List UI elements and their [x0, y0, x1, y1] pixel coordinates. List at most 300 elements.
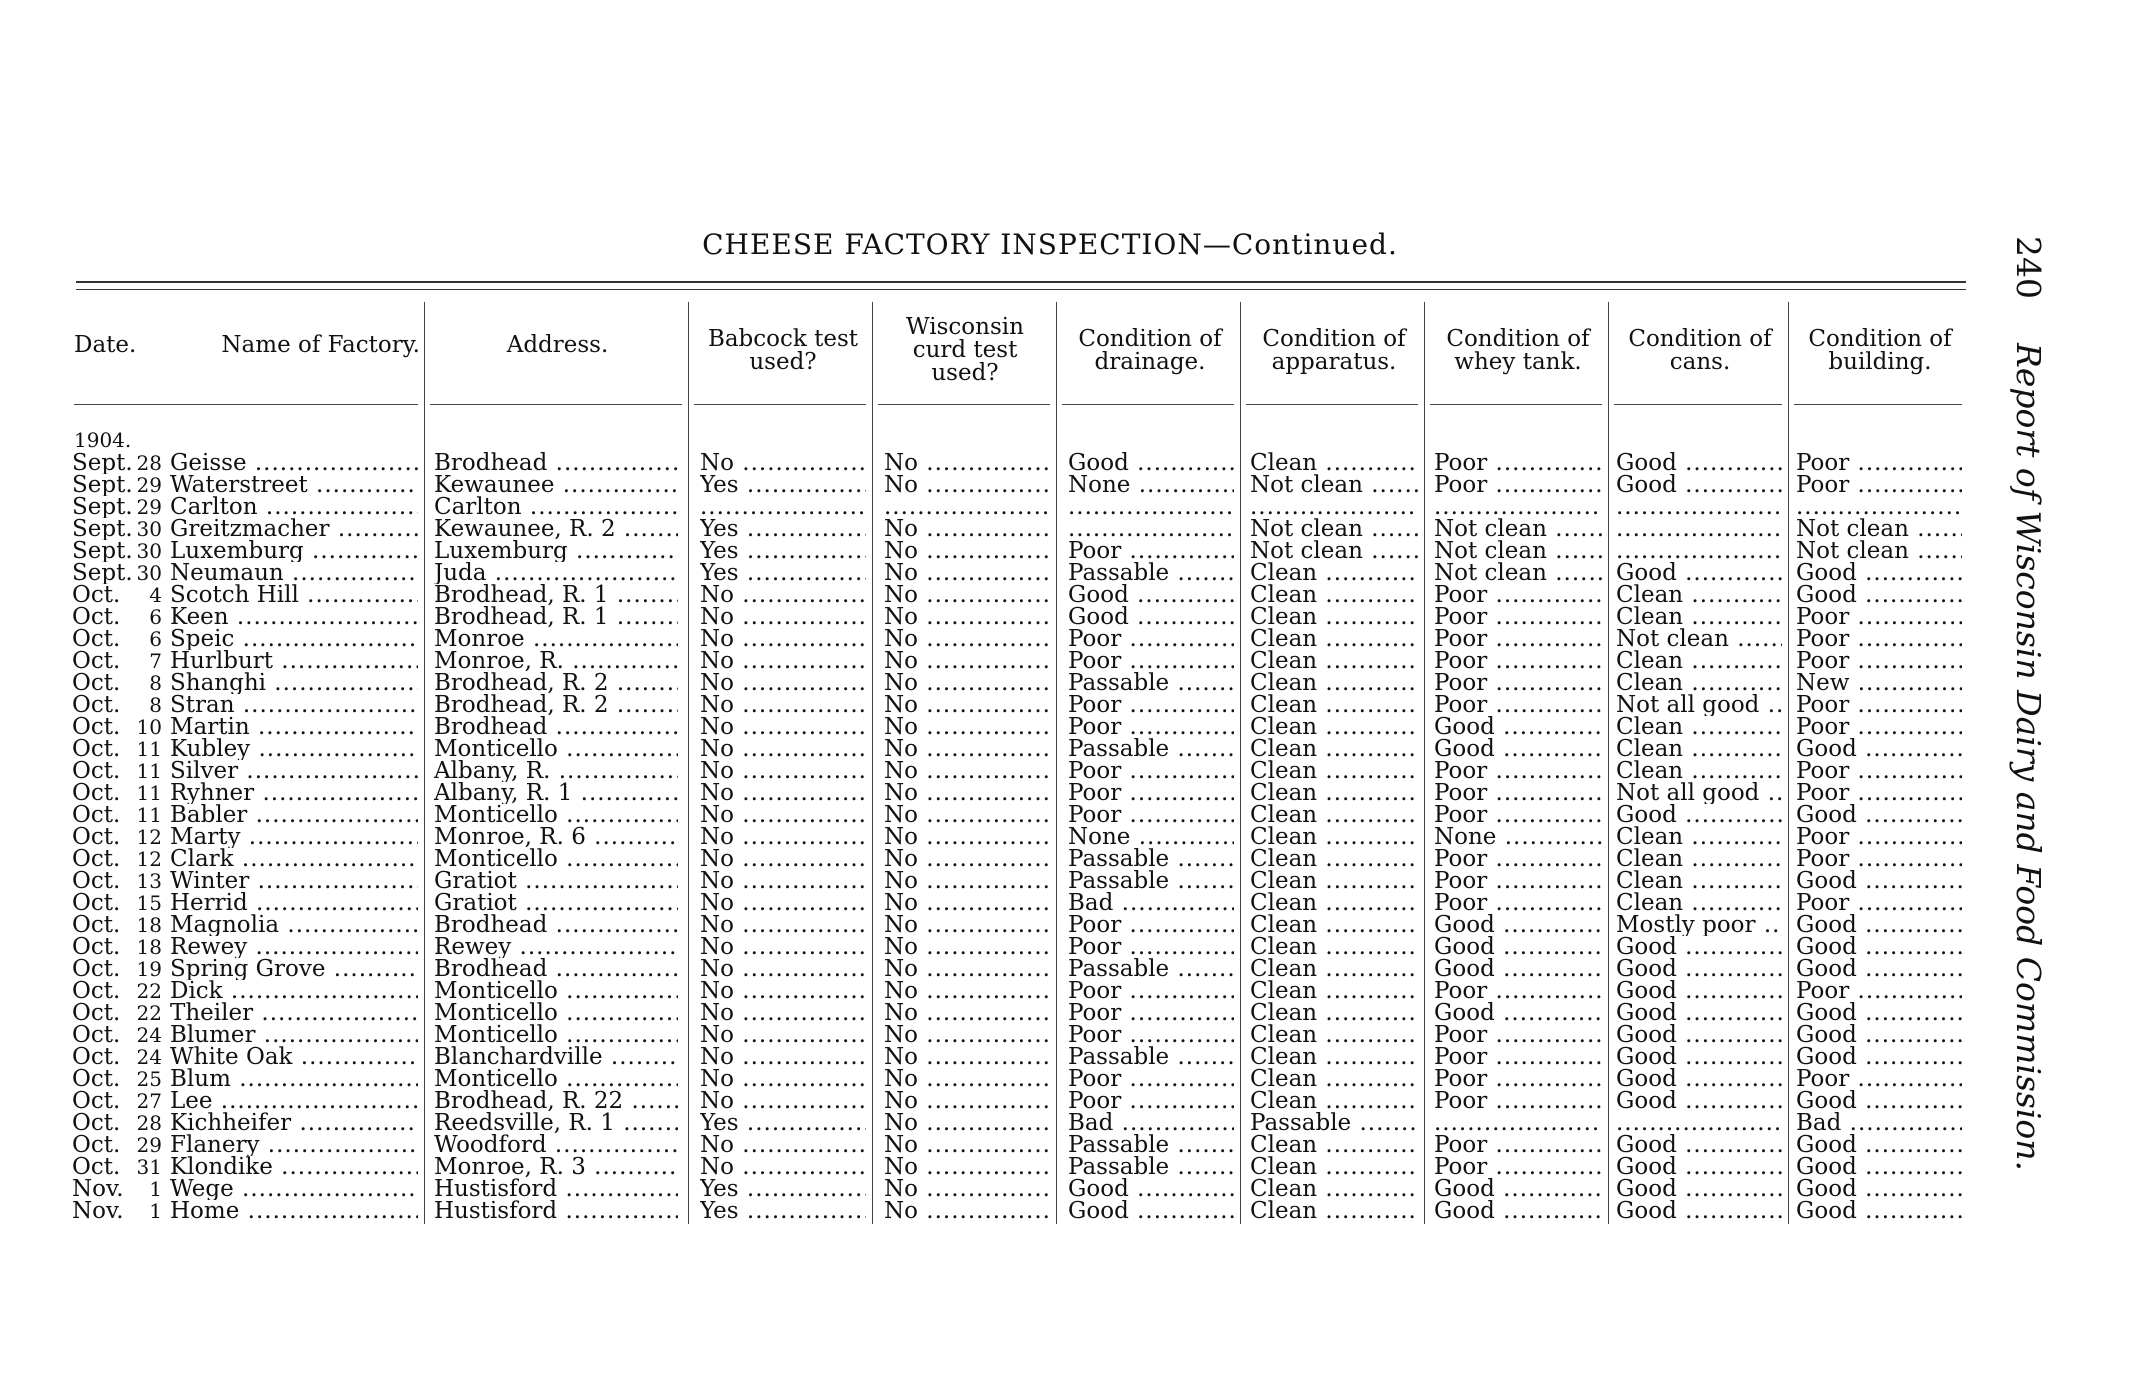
- whey-cell: [1434, 936, 1602, 958]
- whey-cell: [1434, 518, 1602, 540]
- table-row: [0, 936, 2000, 958]
- cans-value: Good: [1616, 936, 1677, 958]
- curd-cell: [884, 760, 1050, 782]
- apparatus-cell: [1250, 1112, 1418, 1134]
- drainage-cell: [1068, 650, 1234, 672]
- apparatus-value: Clean: [1250, 606, 1318, 628]
- header-rule: [430, 404, 682, 405]
- address-value: Juda: [434, 562, 487, 584]
- cans-cell: [1616, 958, 1782, 980]
- address-cell: [434, 1024, 678, 1046]
- drainage-value: Passable: [1068, 562, 1170, 584]
- building-cell: [1796, 628, 1962, 650]
- top-rule: [76, 281, 1966, 283]
- babcock-cell: [700, 1090, 866, 1112]
- address-value: Brodhead, R. 2: [434, 672, 609, 694]
- date-month: Oct.: [72, 848, 121, 870]
- apparatus-cell: [1250, 892, 1418, 914]
- drainage-cell: [1068, 496, 1234, 518]
- cans-cell: [1616, 848, 1782, 870]
- factory-name: Shanghi: [170, 672, 266, 694]
- curd-value: No: [884, 672, 918, 694]
- apparatus-value: Clean: [1250, 1002, 1318, 1024]
- building-value: Not clean: [1796, 518, 1909, 540]
- whey-value: Good: [1434, 1178, 1495, 1200]
- table-row: [0, 760, 2000, 782]
- date-day: 19: [136, 958, 162, 980]
- curd-cell: [884, 1134, 1050, 1156]
- building-value: Good: [1796, 804, 1857, 826]
- date-day: 29: [136, 474, 162, 496]
- address-value: Brodhead, R. 1: [434, 606, 609, 628]
- table-row: [0, 1002, 2000, 1024]
- cans-value: Good: [1616, 1178, 1677, 1200]
- babcock-value: No: [700, 672, 734, 694]
- factory-cell: [72, 474, 418, 496]
- whey-value: Poor: [1434, 760, 1488, 782]
- drainage-value: Poor: [1068, 1068, 1122, 1090]
- whey-cell: [1434, 1068, 1602, 1090]
- factory-cell: [72, 1134, 418, 1156]
- apparatus-value: Clean: [1250, 914, 1318, 936]
- apparatus-cell: [1250, 914, 1418, 936]
- table-row: [0, 738, 2000, 760]
- whey-cell: [1434, 914, 1602, 936]
- table-row: [0, 562, 2000, 584]
- address-value: Brodhead: [434, 958, 548, 980]
- factory-cell: [72, 518, 418, 540]
- whey-cell: [1434, 870, 1602, 892]
- cans-value: Clean: [1616, 672, 1684, 694]
- babcock-value: Yes: [700, 474, 739, 496]
- whey-value: Good: [1434, 936, 1495, 958]
- drainage-cell: [1068, 980, 1234, 1002]
- drainage-value: Passable: [1068, 870, 1170, 892]
- apparatus-value: Clean: [1250, 958, 1318, 980]
- curd-value: No: [884, 716, 918, 738]
- curd-value: No: [884, 804, 918, 826]
- whey-value: Good: [1434, 1002, 1495, 1024]
- factory-cell: [72, 914, 418, 936]
- date-month: Oct.: [72, 584, 121, 606]
- drainage-cell: [1068, 584, 1234, 606]
- building-cell: [1796, 672, 1962, 694]
- drainage-value: Poor: [1068, 760, 1122, 782]
- apparatus-cell: [1250, 980, 1418, 1002]
- whey-cell: [1434, 782, 1602, 804]
- apparatus-cell: [1250, 1002, 1418, 1024]
- address-cell: [434, 584, 678, 606]
- date-day: 11: [136, 760, 162, 782]
- babcock-value: No: [700, 452, 734, 474]
- address-value: Monticello: [434, 980, 558, 1002]
- whey-value: Poor: [1434, 804, 1488, 826]
- apparatus-value: Clean: [1250, 870, 1318, 892]
- apparatus-cell: [1250, 672, 1418, 694]
- babcock-value: No: [700, 980, 734, 1002]
- drainage-cell: [1068, 452, 1234, 474]
- drainage-value: Passable: [1068, 1134, 1170, 1156]
- drainage-value: Poor: [1068, 650, 1122, 672]
- cans-cell: [1616, 496, 1782, 518]
- cans-cell: [1616, 1156, 1782, 1178]
- building-value: Good: [1796, 1178, 1857, 1200]
- babcock-cell: [700, 650, 866, 672]
- cans-value: Good: [1616, 1002, 1677, 1024]
- whey-cell: [1434, 1178, 1602, 1200]
- table-row: [0, 1178, 2000, 1200]
- whey-cell: [1434, 606, 1602, 628]
- date-day: 18: [136, 914, 162, 936]
- date-day: 11: [136, 738, 162, 760]
- address-value: Monticello: [434, 738, 558, 760]
- address-cell: [434, 694, 678, 716]
- building-value: Poor: [1796, 848, 1850, 870]
- factory-name: Winter: [170, 870, 250, 892]
- building-value: Good: [1796, 936, 1857, 958]
- apparatus-value: Clean: [1250, 804, 1318, 826]
- curd-value: No: [884, 892, 918, 914]
- date-month: Oct.: [72, 804, 121, 826]
- address-cell: [434, 826, 678, 848]
- factory-name: Marty: [170, 826, 241, 848]
- building-cell: [1796, 782, 1962, 804]
- curd-value: No: [884, 650, 918, 672]
- address-value: Brodhead: [434, 716, 548, 738]
- drainage-value: Poor: [1068, 980, 1122, 1002]
- cans-cell: [1616, 1046, 1782, 1068]
- cans-value: Clean: [1616, 716, 1684, 738]
- drainage-value: Poor: [1068, 1024, 1122, 1046]
- whey-value: Good: [1434, 1200, 1495, 1222]
- building-value: Poor: [1796, 628, 1850, 650]
- date-month: Oct.: [72, 1024, 121, 1046]
- address-value: Gratiot: [434, 892, 517, 914]
- whey-value: Poor: [1434, 1046, 1488, 1068]
- date-month: Oct.: [72, 1068, 121, 1090]
- curd-value: No: [884, 826, 918, 848]
- curd-value: No: [884, 936, 918, 958]
- drainage-cell: [1068, 628, 1234, 650]
- whey-value: Poor: [1434, 650, 1488, 672]
- cans-cell: [1616, 1024, 1782, 1046]
- factory-name: Blum: [170, 1068, 231, 1090]
- factory-name: Dick: [170, 980, 223, 1002]
- factory-name: Martin: [170, 716, 250, 738]
- apparatus-cell: [1250, 1200, 1418, 1222]
- cans-cell: [1616, 804, 1782, 826]
- apparatus-cell: [1250, 694, 1418, 716]
- address-value: Hustisford: [434, 1178, 558, 1200]
- apparatus-cell: [1250, 870, 1418, 892]
- apparatus-cell: [1250, 628, 1418, 650]
- date-day: 10: [136, 716, 162, 738]
- drainage-cell: [1068, 804, 1234, 826]
- apparatus-value: Clean: [1250, 892, 1318, 914]
- babcock-value: No: [700, 848, 734, 870]
- drainage-value: Passable: [1068, 848, 1170, 870]
- building-cell: [1796, 738, 1962, 760]
- babcock-value: No: [700, 870, 734, 892]
- apparatus-value: Clean: [1250, 562, 1318, 584]
- curd-value: No: [884, 1200, 918, 1222]
- cans-cell: [1616, 672, 1782, 694]
- drainage-cell: [1068, 518, 1234, 540]
- address-value: Monticello: [434, 1002, 558, 1024]
- whey-value: Poor: [1434, 1090, 1488, 1112]
- table-row: [0, 496, 2000, 518]
- apparatus-cell: [1250, 782, 1418, 804]
- drainage-cell: [1068, 562, 1234, 584]
- table-row: [0, 1068, 2000, 1090]
- curd-value: No: [884, 980, 918, 1002]
- cans-value: Good: [1616, 1134, 1677, 1156]
- apparatus-cell: [1250, 1156, 1418, 1178]
- building-cell: [1796, 518, 1962, 540]
- date-month: Sept.: [72, 452, 133, 474]
- curd-value: No: [884, 760, 918, 782]
- whey-value: Poor: [1434, 628, 1488, 650]
- cans-value: Clean: [1616, 848, 1684, 870]
- drainage-cell: [1068, 848, 1234, 870]
- babcock-value: No: [700, 826, 734, 848]
- apparatus-cell: [1250, 738, 1418, 760]
- cans-value: Good: [1616, 474, 1677, 496]
- address-cell: [434, 1090, 678, 1112]
- address-cell: [434, 980, 678, 1002]
- curd-value: No: [884, 518, 918, 540]
- curd-cell: [884, 694, 1050, 716]
- date-month: Oct.: [72, 980, 121, 1002]
- curd-cell: [884, 540, 1050, 562]
- drainage-cell: [1068, 1046, 1234, 1068]
- babcock-cell: [700, 518, 866, 540]
- babcock-cell: [700, 562, 866, 584]
- curd-cell: [884, 804, 1050, 826]
- cans-value: Good: [1616, 1046, 1677, 1068]
- address-value: Monticello: [434, 804, 558, 826]
- curd-value: No: [884, 694, 918, 716]
- curd-cell: [884, 518, 1050, 540]
- whey-value: Not clean: [1434, 540, 1547, 562]
- drainage-value: Passable: [1068, 1156, 1170, 1178]
- curd-cell: [884, 474, 1050, 496]
- apparatus-value: Clean: [1250, 738, 1318, 760]
- whey-value: Poor: [1434, 848, 1488, 870]
- curd-cell: [884, 606, 1050, 628]
- apparatus-value: Clean: [1250, 782, 1318, 804]
- curd-value: No: [884, 1156, 918, 1178]
- building-value: Good: [1796, 1002, 1857, 1024]
- whey-cell: [1434, 1112, 1602, 1134]
- date-month: Oct.: [72, 716, 121, 738]
- curd-cell: [884, 892, 1050, 914]
- date-month: Oct.: [72, 958, 121, 980]
- babcock-value: No: [700, 1046, 734, 1068]
- address-cell: [434, 738, 678, 760]
- building-cell: [1796, 914, 1962, 936]
- factory-name: Keen: [170, 606, 229, 628]
- whey-value: Poor: [1434, 606, 1488, 628]
- drainage-cell: [1068, 716, 1234, 738]
- apparatus-cell: [1250, 540, 1418, 562]
- date-day: 29: [136, 496, 162, 518]
- date-month: Sept.: [72, 474, 133, 496]
- whey-value: Poor: [1434, 584, 1488, 606]
- building-value: Good: [1796, 958, 1857, 980]
- babcock-cell: [700, 914, 866, 936]
- address-cell: [434, 496, 678, 518]
- date-month: Oct.: [72, 1134, 121, 1156]
- factory-name: Kubley: [170, 738, 251, 760]
- whey-value: Good: [1434, 716, 1495, 738]
- address-cell: [434, 848, 678, 870]
- apparatus-cell: [1250, 650, 1418, 672]
- whey-cell: [1434, 650, 1602, 672]
- drainage-cell: [1068, 606, 1234, 628]
- babcock-value: No: [700, 804, 734, 826]
- cans-value: Good: [1616, 1090, 1677, 1112]
- table-row: [0, 804, 2000, 826]
- building-value: Poor: [1796, 760, 1850, 782]
- curd-value: No: [884, 1068, 918, 1090]
- factory-name: Clark: [170, 848, 234, 870]
- address-cell: [434, 716, 678, 738]
- apparatus-value: Clean: [1250, 452, 1318, 474]
- whey-value: Poor: [1434, 694, 1488, 716]
- babcock-cell: [700, 1112, 866, 1134]
- date-month: Oct.: [72, 628, 121, 650]
- apparatus-value: Clean: [1250, 584, 1318, 606]
- whey-cell: [1434, 584, 1602, 606]
- drainage-value: Poor: [1068, 1002, 1122, 1024]
- babcock-value: No: [700, 958, 734, 980]
- drainage-value: Poor: [1068, 914, 1122, 936]
- table-row: [0, 452, 2000, 474]
- header-cans: Condition of cans.: [1628, 326, 1772, 375]
- apparatus-value: Not clean: [1250, 474, 1363, 496]
- drainage-value: Poor: [1068, 540, 1122, 562]
- building-value: Good: [1796, 1156, 1857, 1178]
- table-row: [0, 672, 2000, 694]
- table-row: [0, 694, 2000, 716]
- table-row: [0, 870, 2000, 892]
- apparatus-value: Passable: [1250, 1112, 1352, 1134]
- date-day: 12: [136, 826, 162, 848]
- address-cell: [434, 1112, 678, 1134]
- factory-cell: [72, 980, 418, 1002]
- babcock-value: Yes: [700, 562, 739, 584]
- factory-cell: [72, 1068, 418, 1090]
- address-value: Brodhead: [434, 452, 548, 474]
- curd-value: No: [884, 870, 918, 892]
- babcock-cell: [700, 1046, 866, 1068]
- cans-cell: [1616, 782, 1782, 804]
- address-value: Rewey: [434, 936, 512, 958]
- building-cell: [1796, 584, 1962, 606]
- date-month: Oct.: [72, 782, 121, 804]
- curd-cell: [884, 1002, 1050, 1024]
- date-month: Sept.: [72, 496, 133, 518]
- drainage-cell: [1068, 760, 1234, 782]
- curd-value: No: [884, 1112, 918, 1134]
- address-cell: [434, 628, 678, 650]
- running-head: [1998, 236, 2048, 1171]
- babcock-cell: [700, 848, 866, 870]
- drainage-cell: [1068, 914, 1234, 936]
- factory-name: Speic: [170, 628, 235, 650]
- curd-value: No: [884, 562, 918, 584]
- cans-value: Good: [1616, 1156, 1677, 1178]
- building-value: Poor: [1796, 980, 1850, 1002]
- address-value: Albany, R. 1: [434, 782, 573, 804]
- date-day: 31: [136, 1156, 162, 1178]
- building-value: Poor: [1796, 694, 1850, 716]
- header-factory: Name of Factory.: [221, 332, 420, 358]
- babcock-cell: [700, 1156, 866, 1178]
- curd-value: No: [884, 1046, 918, 1068]
- drainage-cell: [1068, 540, 1234, 562]
- babcock-value: Yes: [700, 1200, 739, 1222]
- drainage-value: Passable: [1068, 672, 1170, 694]
- babcock-cell: [700, 452, 866, 474]
- babcock-cell: [700, 474, 866, 496]
- factory-cell: [72, 1156, 418, 1178]
- address-value: Monroe: [434, 628, 525, 650]
- building-value: Poor: [1796, 782, 1850, 804]
- curd-cell: [884, 738, 1050, 760]
- whey-value: Poor: [1434, 892, 1488, 914]
- babcock-value: No: [700, 1134, 734, 1156]
- factory-name: Flanery: [170, 1134, 260, 1156]
- date-month: Sept.: [72, 562, 133, 584]
- building-value: Good: [1796, 584, 1857, 606]
- babcock-value: No: [700, 782, 734, 804]
- building-cell: [1796, 826, 1962, 848]
- header-apparatus: Condition of apparatus.: [1262, 326, 1406, 375]
- factory-name: Spring Grove: [170, 958, 326, 980]
- apparatus-value: Clean: [1250, 1090, 1318, 1112]
- factory-cell: [72, 870, 418, 892]
- apparatus-value: Clean: [1250, 1046, 1318, 1068]
- header-rule: [1430, 404, 1602, 405]
- factory-name: Blumer: [170, 1024, 256, 1046]
- date-day: 30: [136, 518, 162, 540]
- whey-value: Poor: [1434, 1156, 1488, 1178]
- whey-value: Poor: [1434, 980, 1488, 1002]
- date-month: Oct.: [72, 826, 121, 848]
- building-value: Poor: [1796, 892, 1850, 914]
- date-month: Oct.: [72, 650, 121, 672]
- cans-value: Clean: [1616, 760, 1684, 782]
- factory-cell: [72, 738, 418, 760]
- cans-cell: [1616, 892, 1782, 914]
- factory-name: Herrid: [170, 892, 248, 914]
- cans-value: Good: [1616, 1200, 1677, 1222]
- date-day: 1: [149, 1178, 162, 1200]
- drainage-value: Passable: [1068, 958, 1170, 980]
- factory-cell: [72, 584, 418, 606]
- babcock-cell: [700, 826, 866, 848]
- whey-value: Poor: [1434, 1134, 1488, 1156]
- cans-value: Good: [1616, 804, 1677, 826]
- building-cell: [1796, 936, 1962, 958]
- date-month: Oct.: [72, 1090, 121, 1112]
- date-month: Oct.: [72, 1156, 121, 1178]
- date-day: 24: [136, 1024, 162, 1046]
- apparatus-cell: [1250, 936, 1418, 958]
- address-cell: [434, 540, 678, 562]
